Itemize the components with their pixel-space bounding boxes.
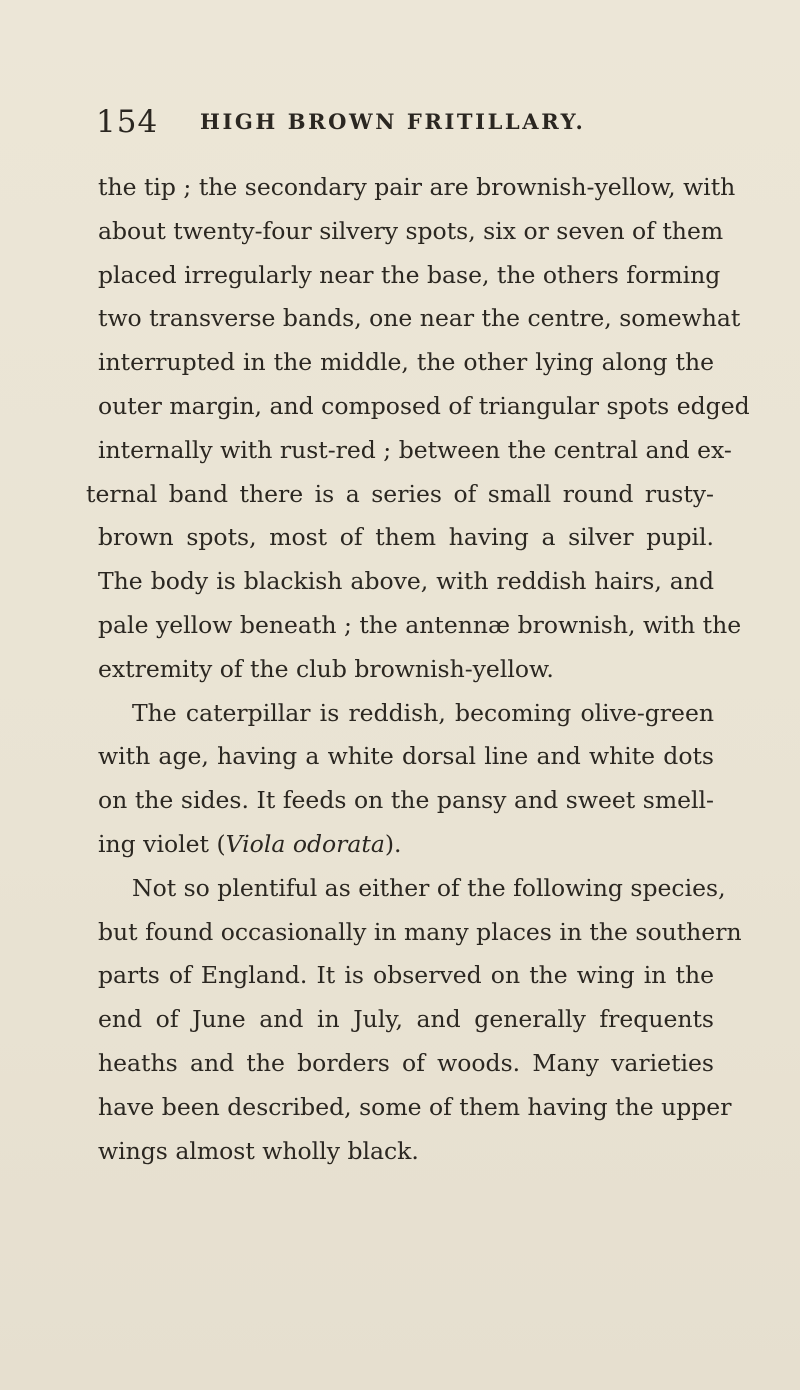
text-line: ternal band there is a series of small round rusty-: [86, 479, 714, 508]
text-segment: ing violet (: [98, 829, 226, 858]
text-line: parts of England. It is observed on the wing in the: [98, 961, 714, 990]
text-segment: ).: [384, 829, 402, 858]
running-head: [96, 104, 756, 144]
page-number: 154: [96, 104, 159, 140]
text-line: The body is blackish above, with reddish hairs, and: [98, 567, 714, 596]
text-line: with age, having a white dorsal line and white dots: [98, 742, 714, 771]
text-line: pale yellow beneath ; the antennæ brownish, with the: [98, 610, 742, 639]
body-text: [86, 166, 750, 1173]
text-line: internally with rust-red ; between the central and ex-: [98, 435, 732, 464]
text-line: end of June and in July, and generally frequents: [98, 1005, 714, 1034]
text-line: brown spots, most of them having a silver pupil.: [98, 523, 714, 552]
text-line: on the sides. It feeds on the pansy and sweet smell-: [98, 786, 714, 815]
text-line: about twenty-four silvery spots, six or seven of them: [98, 216, 724, 245]
text-line: placed irregularly near the base, the others forming: [98, 260, 721, 289]
species-name: Viola odorata: [225, 829, 385, 858]
text-line: wings almost wholly black.: [98, 1136, 419, 1165]
running-title: HIGH BROWN FRITILLARY.: [200, 109, 586, 134]
text-line: interrupted in the middle, the other lying along the: [98, 348, 714, 377]
text-line: [98, 823, 714, 867]
text-line: have been described, some of them having the upper: [98, 1092, 732, 1121]
text-line: extremity of the club brownish-yellow.: [98, 654, 554, 683]
text-line: outer margin, and composed of triangular spots edged: [98, 391, 750, 420]
paragraph-start-line: Not so plentiful as either of the following species,: [132, 873, 726, 902]
text-line: the tip ; the secondary pair are brownish-yellow, with: [98, 173, 736, 201]
text-line: heaths and the borders of woods. Many varieties: [98, 1048, 714, 1077]
text-line: two transverse bands, one near the centre, somewhat: [98, 304, 741, 333]
text-line: but found occasionally in many places in the southern: [98, 917, 742, 946]
paragraph-start-line: The caterpillar is reddish, becoming olive-green: [132, 698, 714, 727]
